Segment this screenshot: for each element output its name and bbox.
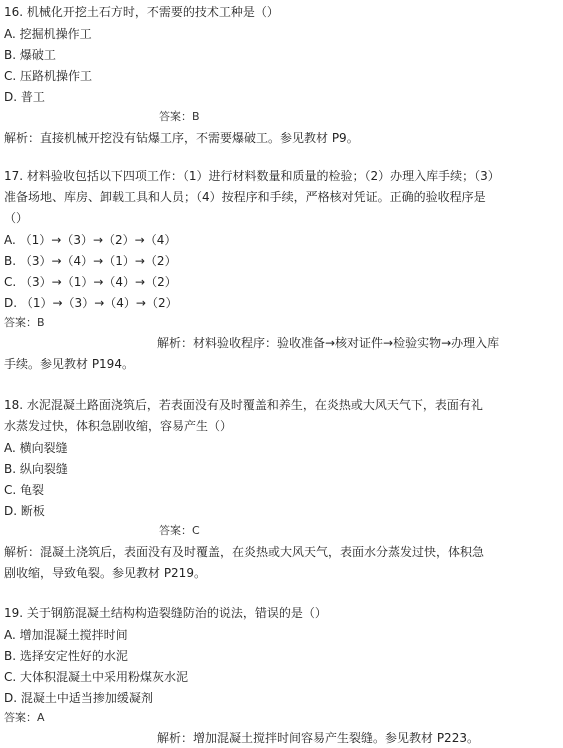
q17-answer: 答案：B [4, 316, 45, 329]
q18-option-c: C. 龟裂 [4, 483, 45, 497]
q17-stem-line-1: 17. 材料验收包括以下四项工作：（1）进行材料数量和质量的检验；（2）办理入库手续；（3） [4, 169, 500, 183]
q18-answer: 答案：C [159, 524, 200, 537]
q17-analysis-line-1: 解析：材料验收程序：验收准备→核对证件→检验实物→办理入库 [157, 336, 500, 350]
q18-option-b: B. 纵向裂缝 [4, 462, 68, 476]
q18-analysis-line-1: 解析：混凝土浇筑后，表面没有及时覆盖，在炎热或大风天气，表面水分蒸发过快，体积急 [4, 545, 485, 559]
q19-option-a: A. 增加混凝土搅拌时间 [4, 628, 128, 642]
q18-stem-line-2: 水蒸发过快，体积急剧收缩，容易产生（） [4, 419, 233, 433]
q18-option-d: D. 断板 [4, 504, 45, 518]
q16-option-a: A. 挖掘机操作工 [4, 27, 92, 41]
q16-option-b: B. 爆破工 [4, 48, 56, 62]
q16-stem: 16. 机械化开挖土石方时，不需要的技术工种是（） [4, 5, 279, 19]
q16-answer-blank [4, 112, 154, 126]
q17-option-b: B. （3）→（4）→（1）→（2） [4, 254, 177, 268]
q19-option-d: D. 混凝土中适当掺加缓凝剂 [4, 691, 153, 705]
q17-option-c: C. （3）→（1）→（4）→（2） [4, 275, 177, 289]
q17-stem-line-2: 准备场地、库房、卸载工具和人员；（4）按程序和手续，严格核对凭证。正确的验收程序是 [4, 190, 486, 204]
q17-stem-line-3: （） [4, 211, 29, 225]
q16-option-d: D. 普工 [4, 90, 45, 104]
q18-answer-blank [4, 526, 154, 540]
q18-option-a: A. 横向裂缝 [4, 441, 68, 455]
q19-analysis: 解析：增加混凝土搅拌时间容易产生裂缝。参见教材 P223。 [157, 731, 479, 745]
q16-analysis: 解析：直接机械开挖没有钻爆工序，不需要爆破工。参见教材 P9。 [4, 131, 359, 145]
q17-analysis-line-2: 手续。参见教材 P194。 [4, 357, 134, 371]
q19-option-c: C. 大体积混凝土中采用粉煤灰水泥 [4, 670, 189, 684]
q19-answer: 答案：A [4, 711, 45, 724]
q18-stem-line-1: 18. 水泥混凝土路面浇筑后，若表面没有及时覆盖和养生，在炎热或大风天气下，表面有礼 [4, 398, 483, 412]
q19-option-b: B. 选择安定性好的水泥 [4, 649, 128, 663]
q19-analysis-blank [4, 733, 154, 747]
q19-stem: 19. 关于钢筋混凝土结构构造裂缝防治的说法，错误的是（） [4, 606, 327, 620]
q16-answer: 答案：B [159, 110, 200, 123]
q18-analysis-line-2: 剧收缩，导致龟裂。参见教材 P219。 [4, 566, 206, 580]
q17-analysis-blank [4, 338, 154, 352]
q16-option-c: C. 压路机操作工 [4, 69, 93, 83]
q17-option-a: A. （1）→（3）→（2）→（4） [4, 233, 177, 247]
q17-option-d: D. （1）→（3）→（4）→（2） [4, 296, 178, 310]
